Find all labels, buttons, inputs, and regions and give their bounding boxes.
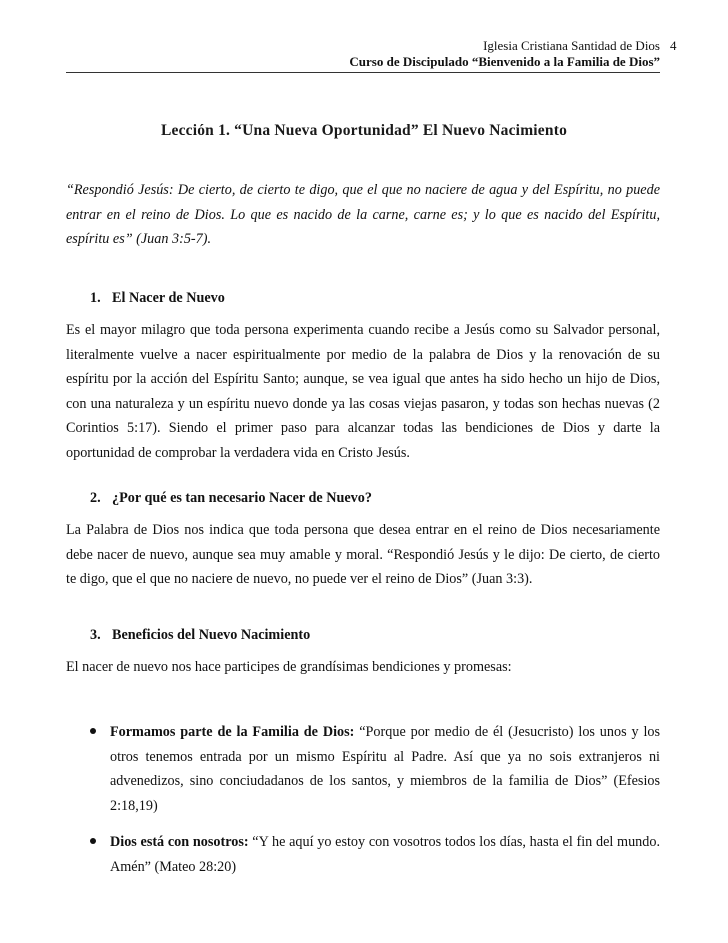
benefit-text: [110, 720, 660, 818]
section-body-1: Es el mayor milagro que toda persona experimenta cuando recibe a Jesús como su Salvador personal, literalmente vuelve a nacer espiritualmente por medio de la palabra de Dios y la renovación de su espíritu por la acción del Espíritu Santo; aunque, se vea igual que antes ha sido hecho un hijo de Dios, con una naturaleza y un espíritu nuevo donde ya las cosas viejas pasaron, y todas son hechas nuevas (2 Corintios 5:17). Siendo el primer paso para alcanzar todas las bendiciones de Dios y darte la oportunidad de comprobar la verdadera vida en Cristo Jesús.: [66, 322, 660, 461]
benefit-lead: Dios está con nosotros:: [110, 834, 249, 850]
page-number: 4: [670, 38, 677, 53]
section-title: ¿Por qué es tan necesario Nacer de Nuevo?: [112, 490, 372, 506]
section-title: El Nacer de Nuevo: [112, 290, 225, 306]
header-divider: [66, 72, 660, 73]
section-body-2: La Palabra de Dios nos indica que toda persona que desea entrar en el reino de Dios necesariamente debe nacer de nuevo, aunque sea muy amable y moral. “Respondió Jesús y le dijo: De cierto, de cierto te digo, que el que no naciere de nuevo, no puede ver el reino de Dios” (Juan 3:3).: [66, 522, 660, 587]
header-organization: Iglesia Cristiana Santidad de Dios: [483, 38, 660, 53]
header-course-title: Curso de Discipulado “Bienvenido a la Familia de Dios”: [349, 54, 660, 69]
lesson-title: Lección 1. “Una Nueva Oportunidad” El Nuevo Nacimiento: [160, 122, 568, 139]
opening-quote: “Respondió Jesús: De cierto, de cierto te digo, que el que no naciere de agua y del Espíritu, no puede entrar en el reino de Dios. Lo que es nacido de la carne, carne es; y lo que es nacido del Espíritu, espíritu es” (Juan 3:5-7).: [66, 182, 660, 247]
section-heading-1: [90, 290, 225, 307]
benefit-text: [110, 830, 660, 879]
section-number: 1.: [90, 290, 101, 306]
bullet-icon: [90, 728, 96, 734]
benefit-body: “Y he aquí yo estoy con vosotros todos los días, hasta el fin del mundo. Amén” (Mateo 28:20): [110, 834, 660, 875]
benefit-body: “Porque por medio de él (Jesucristo) los unos y los otros tenemos entrada por un mismo Espíritu al Padre. Así que ya no sois extranjeros ni advenedizos, sino conciudadanos de los santos, y miembros de la familia de Dios” (Efesios 2:18,19): [110, 724, 661, 814]
section-body-3: El nacer de nuevo nos hace participes de grandísimas bendiciones y promesas:: [66, 659, 512, 675]
section-heading-2: [90, 490, 372, 507]
section-heading-3: [90, 627, 310, 644]
page-header: [66, 38, 660, 70]
section-title: Beneficios del Nuevo Nacimiento: [112, 627, 311, 643]
bullet-icon: [90, 838, 96, 844]
section-number: 2.: [90, 490, 101, 506]
benefit-lead: Formamos parte de la Familia de Dios:: [110, 724, 355, 740]
section-number: 3.: [90, 627, 101, 643]
